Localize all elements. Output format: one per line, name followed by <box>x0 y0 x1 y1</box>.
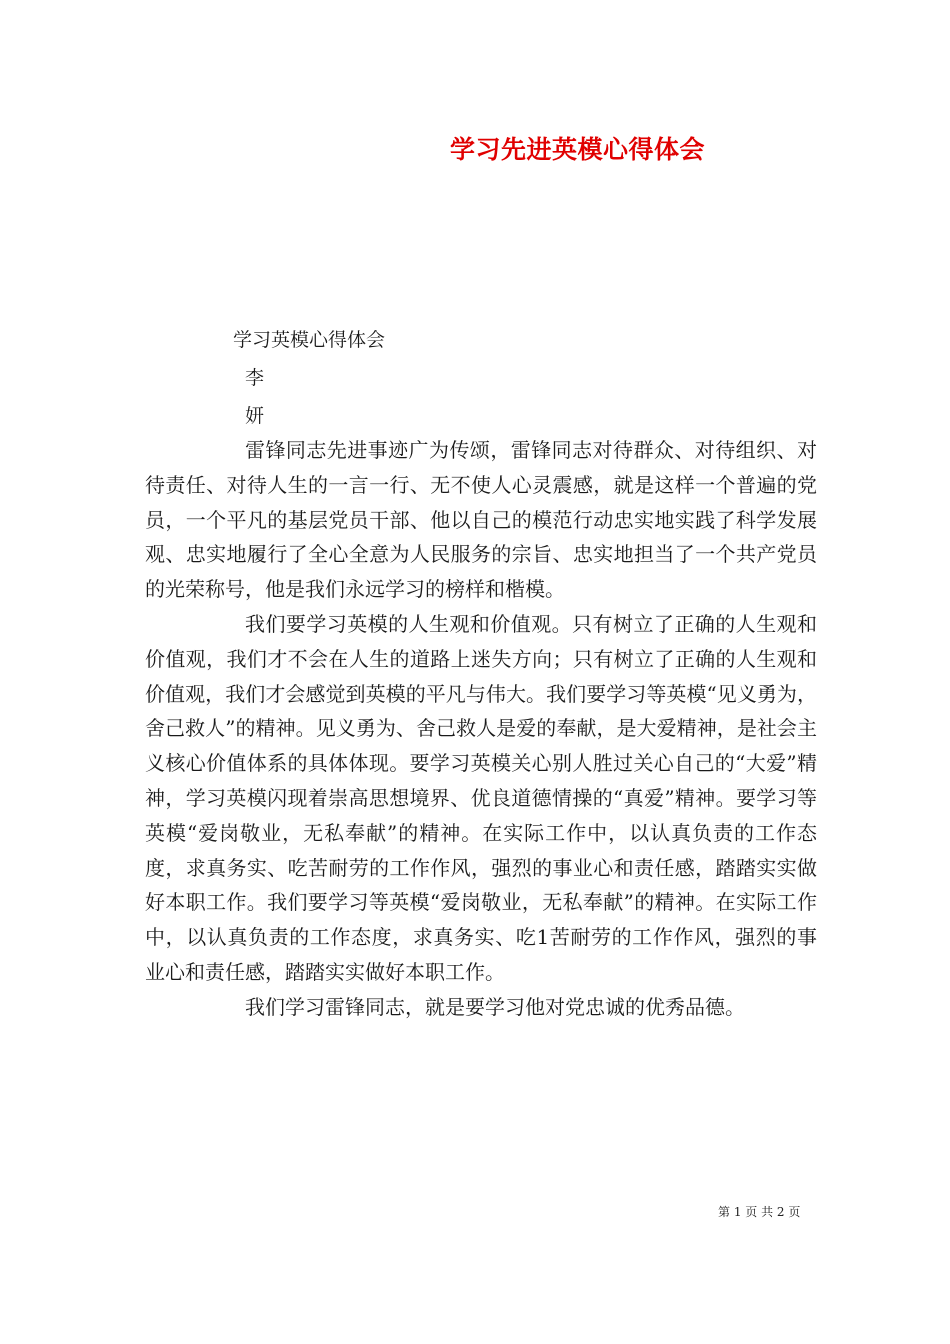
author-name-second-char: 妍 <box>245 405 265 427</box>
document-body <box>145 433 817 1025</box>
document-title: 学习先进英模心得体会 <box>450 135 706 164</box>
paragraph-3: 我们学习雷锋同志，就是要学习他对党忠诚的优秀品德。 <box>245 994 745 1019</box>
document-subtitle: 学习英模心得体会 <box>233 329 386 351</box>
page-number-footer: 第 1 页 共 2 页 <box>718 1205 801 1219</box>
paragraph-1: 雷锋同志先进事迹广为传颂，雷锋同志对待群众、对待组织、对待责任、对待人生的一言一行、无不使人心灵震感，就是这样一个普遍的党员，一个平凡的基层党员干部、他以自己的模范行动忠实地实践了科学发展观、忠实地履行了全心全意为人民服务的宗旨、忠实地担当了一个共产党员的光荣称号，他是我们永远学习的榜样和楷模。 <box>145 438 817 602</box>
paragraph-2: 我们要学习英模的人生观和价值观。只有树立了正确的人生观和价值观，我们才不会在人生的道路上迷失方向；只有树立了正确的人生观和价值观，我们才会感觉到英模的平凡与伟大。我们要学习等英模“见义勇为，舍己救人”的精神。见义勇为、舍己救人是爱的奉献，是大爱精神，是社会主义核心价值体系的具体体现。要学习英模关心别人胜过关心自己的“大爱”精神，学习英模闪现着崇高思想境界、优良道德情操的“真爱”精神。要学习等英模“爱岗敬业，无私奉献”的精神。在实际工作中，以认真负责的工作态度，求真务实、吃苦耐劳的工作作风，强烈的事业心和责任感，踏踏实实做好本职工作。我们要学习等英模“爱岗敬业，无私奉献”的精神。在实际工作中，以认真负责的工作态度，求真务实、吃1苦耐劳的工作作风，强烈的事业心和责任感，踏踏实实做好本职工作。 <box>145 611 817 984</box>
author-name-first-char: 李 <box>245 367 265 389</box>
